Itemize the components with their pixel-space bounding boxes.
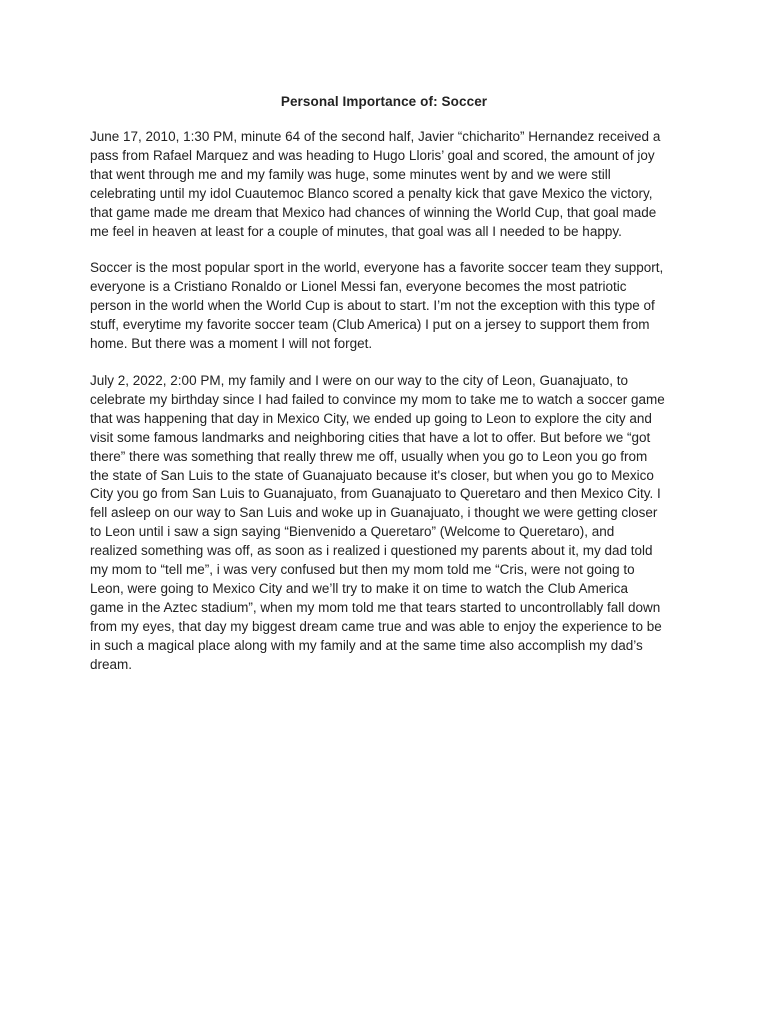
text-line: me feel in heaven at least for a couple of minutes, that goal was all I needed to be happy. <box>90 223 622 239</box>
text-line: to Leon until i saw a sign saying “Bienvenido a Queretaro” (Welcome to Queretaro), and <box>90 524 615 540</box>
text-line: stuff, everytime my favorite soccer team (Club America) I put on a jersey to support them from <box>90 317 650 333</box>
text-line: Soccer is the most popular sport in the world, everyone has a favorite soccer team they support, <box>90 260 664 276</box>
text-line: everyone is a Cristiano Ronaldo or Lionel Messi fan, everyone becomes the most patriotic <box>90 279 627 295</box>
text-line: realized something was off, as soon as i realized i questioned my parents about it, my dad told <box>90 543 653 559</box>
text-line: my mom to “tell me”, i was very confused but then my mom told me “Cris, were not going to <box>90 562 635 578</box>
text-line: person in the world when the World Cup is about to start. I’m not the exception with this type of <box>90 298 655 314</box>
document-title: Personal Importance of: Soccer <box>280 94 488 109</box>
text-line: celebrate my birthday since I had failed to convince my mom to take me to watch a soccer game <box>90 391 665 407</box>
text-line: visit some famous landmarks and neighboring cities that have a lot to offer. But before we “got <box>90 429 651 445</box>
text-line: City you go from San Luis to Guanajuato, from Guanajuato to Queretaro and then Mexico City. I <box>90 486 661 502</box>
text-line: pass from Rafael Marquez and was heading to Hugo Lloris’ goal and scored, the amount of joy <box>90 147 655 163</box>
text-line: home. But there was a moment I will not forget. <box>90 336 373 352</box>
text-line: that was happening that day in Mexico City, we ended up going to Leon to explore the city and <box>90 410 652 426</box>
paragraph-2 <box>90 259 690 354</box>
text-line: that went through me and my family was huge, some minutes went by and we were still <box>90 166 611 182</box>
text-line: there” there was something that really threw me off, usually when you go to Leon you go from <box>90 448 648 464</box>
text-line: July 2, 2022, 2:00 PM, my family and I were on our way to the city of Leon, Guanajuato, to <box>90 372 629 388</box>
text-line: the state of San Luis to the state of Guanajuato because it's closer, but when you go to Mexico <box>90 467 654 483</box>
text-line: in such a magical place along with my family and at the same time also accomplish my dad’s <box>90 637 643 653</box>
text-line: from my eyes, that day my biggest dream came true and was able to enjoy the experience to be <box>90 618 662 634</box>
text-line: Leon, were going to Mexico City and we’ll try to make it on time to watch the Club America <box>90 580 628 596</box>
text-line: June 17, 2010, 1:30 PM, minute 64 of the second half, Javier “chicharito” Hernandez received a <box>90 129 661 144</box>
document-body <box>90 128 690 692</box>
text-line: fell asleep on our way to San Luis and woke up in Guanajuato, i thought we were getting closer <box>90 505 658 521</box>
text-line: game in the Aztec stadium”, when my mom told me that tears started to uncontrollably fall down <box>90 599 661 615</box>
paragraph-1 <box>90 128 690 241</box>
text-line: celebrating until my idol Cuautemoc Blanco scored a penalty kick that gave Mexico the victory, <box>90 185 653 201</box>
text-line: that game made me dream that Mexico had chances of winning the World Cup, that goal made <box>90 204 657 220</box>
text-line: dream. <box>90 656 133 672</box>
paragraph-3 <box>90 372 690 675</box>
